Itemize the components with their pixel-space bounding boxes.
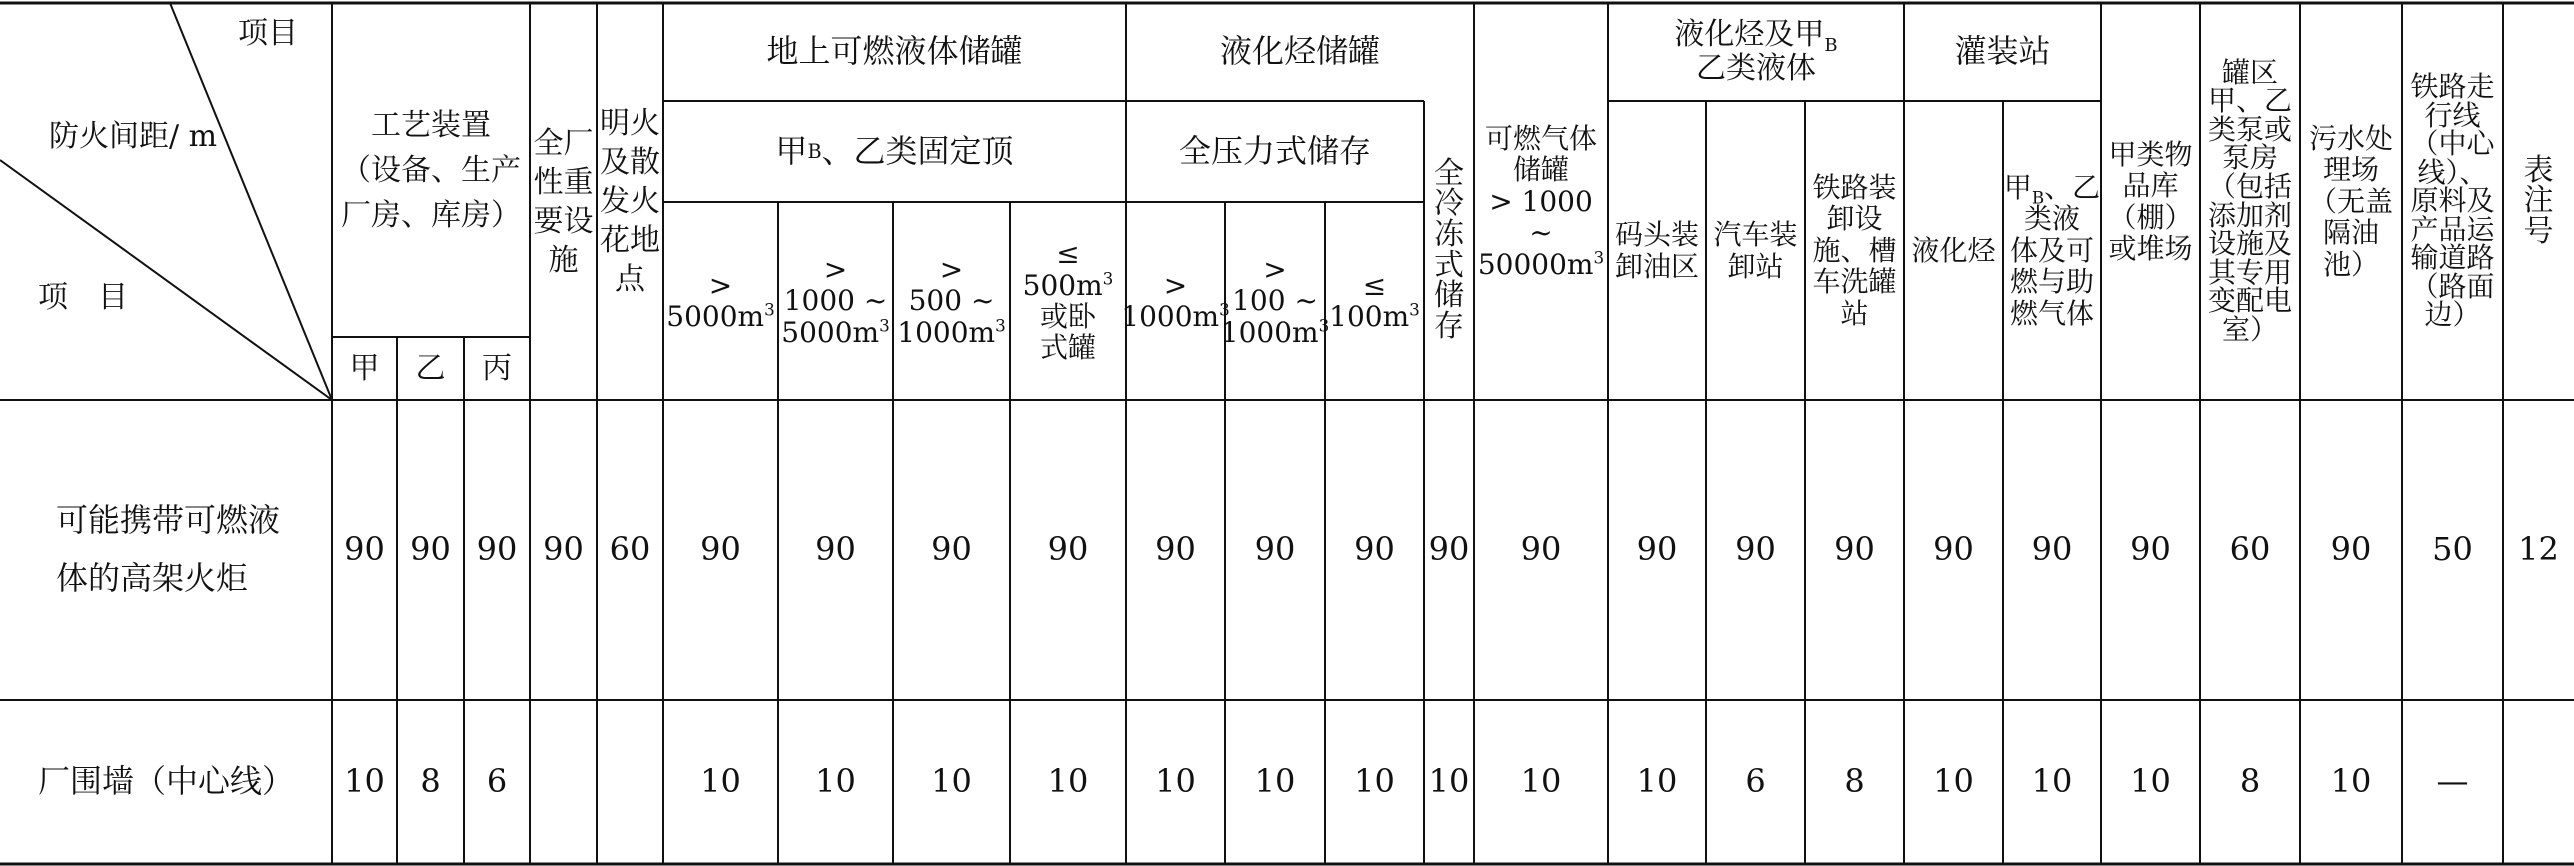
table-cell: 10 <box>1933 762 1974 801</box>
tank-gt5000-vol: $5000m^3$ <box>666 299 775 333</box>
header-truck-loading: 汽车装 卸站 <box>1713 218 1798 283</box>
lpg-gt1000-vol: $1000m^3$ <box>1121 299 1230 333</box>
header-open-fire: 明火 及散 发火 花地 点 <box>600 106 660 297</box>
table-cell: 90 <box>700 530 741 569</box>
header-tank-gt5000 <box>663 202 778 400</box>
table-cell: 10 <box>815 762 856 801</box>
table-cell: 90 <box>931 530 972 569</box>
tank-gt5000-op: > <box>708 268 733 302</box>
header-process-units: 工艺装置 （设备、生产 厂房、库房） <box>341 107 521 233</box>
table-cell: 90 <box>410 530 451 569</box>
table-cell: 90 <box>543 530 584 569</box>
header-lpg-refrigerated: 全 冷 冻 式 储 存 <box>1434 155 1464 344</box>
header-gas-tank <box>1474 3 1608 400</box>
tank-1000-5000-from: 1000 ~ <box>783 284 888 318</box>
lpg-liquid-line1: 液化烃及甲$_B$ <box>1674 17 1838 57</box>
table-cell: 8 <box>2239 762 2261 801</box>
header-aboveground-fixed-roof: 甲 B 、乙类固定顶 <box>775 131 1014 170</box>
table-cell: 90 <box>1735 530 1776 569</box>
table-cell: 90 <box>2130 530 2171 569</box>
table-cell: 90 <box>1254 530 1296 569</box>
header-tank-1000-5000 <box>778 202 893 400</box>
table-cell: 10 <box>700 762 741 801</box>
row-label-fence: 厂围墙（中心线） <box>37 762 294 801</box>
header-filling-liquid <box>2003 101 2101 400</box>
tank-500-1000-to: $1000m^3$ <box>897 315 1006 349</box>
table-cell: 90 <box>1520 530 1562 569</box>
header-lpg-le100 <box>1325 202 1424 400</box>
lpg-100-1000-to: $1000m^3$ <box>1220 315 1330 349</box>
header-process-jia: 甲 <box>349 350 380 386</box>
filling-liquid-text: 甲$_B$、乙 类液 体及可 燃与助 燃气体 <box>2003 171 2101 330</box>
header-aboveground-tanks: 地上可燃液体储罐 <box>766 32 1023 71</box>
table-cell: 10 <box>2130 762 2171 801</box>
header-railway-road: 铁路走 行线 （中心 线）、 原料及 产品运 输道路 （路面 边） <box>2410 70 2495 332</box>
corner-top-label: 项目 <box>238 16 298 52</box>
header-tank-area-pump: 罐区 甲、乙 类泵或 泵房 （包括 添加剂 设施及 其专用 变配电 室） <box>2207 55 2292 346</box>
table-cell: 10 <box>1520 762 1562 801</box>
table-cell: 12 <box>2518 530 2559 569</box>
table-cell: 10 <box>1636 762 1678 801</box>
table-cell: 8 <box>1844 762 1865 801</box>
table-cell: 90 <box>1155 530 1196 569</box>
table-cell: — <box>2436 762 2469 801</box>
header-lpg-pressurized: 全压力式储存 <box>1178 131 1371 170</box>
table-cell: 6 <box>1745 762 1766 801</box>
table-cell: 10 <box>931 762 972 801</box>
table-cell: 10 <box>1047 762 1089 801</box>
table-cell <box>2503 700 2574 864</box>
lpg-le100-op: ≤ <box>1362 268 1387 302</box>
header-filling-station: 灌装站 <box>1954 32 2051 71</box>
table-cell: 90 <box>1834 530 1875 569</box>
table-cell: 10 <box>2330 762 2372 801</box>
gas-tank-line4: $50000m^3$ <box>1477 247 1605 281</box>
table-cell: 90 <box>2330 530 2372 569</box>
header-tank-500-1000 <box>893 202 1010 400</box>
header-sewage-plant: 污水处 理场 （无盖 隔油 池） <box>2308 122 2393 281</box>
header-lpg-gt1000 <box>1121 202 1230 400</box>
header-plant-key-facility: 全厂 性重 要设 施 <box>533 125 594 278</box>
gas-tank-line3: > 1000 ~ <box>1489 184 1593 250</box>
table-cell: 90 <box>1428 530 1470 569</box>
header-rail-loading: 铁路装 卸设 施、槽 车洗罐 站 <box>1812 171 1897 330</box>
lpg-le100-vol: $100m^3$ <box>1329 299 1420 333</box>
table-cell: 90 <box>476 530 518 569</box>
header-filling-lpg: 液化烃 <box>1911 233 1996 267</box>
tank-1000-5000-op: > <box>823 252 848 286</box>
header-note-number: 表 注 号 <box>2523 152 2554 249</box>
table-cell: 90 <box>1933 530 1974 569</box>
tank-le500-op: ≤ <box>1056 237 1080 271</box>
corner-spacing-label: 防火间距/ m <box>48 119 218 155</box>
tank-500-1000-from: 500 ~ <box>908 284 995 318</box>
gas-tank-line2: 储罐 <box>1512 153 1569 187</box>
header-lpg-and-liquid <box>1608 3 1904 101</box>
tank-le500-or: 或卧 <box>1039 300 1096 333</box>
table-cell: 10 <box>1354 762 1395 801</box>
tank-1000-5000-to: $5000m^3$ <box>781 315 890 349</box>
header-lpg-100-1000 <box>1220 202 1330 400</box>
header-process-bing: 丙 <box>482 350 512 386</box>
table-cell: 50 <box>2432 530 2473 569</box>
lpg-gt1000-op: > <box>1163 268 1188 302</box>
header-wharf: 码头装 卸油区 <box>1614 218 1699 283</box>
gas-tank-line1: 可燃气体 <box>1484 122 1597 156</box>
header-class-a-storage: 甲类物 品库 （棚） 或堆场 <box>2108 137 2193 265</box>
table-cell: 6 <box>486 762 508 801</box>
table-cell: 10 <box>344 762 385 801</box>
tank-le500-vol: $500m^3$ <box>1022 268 1114 302</box>
tank-500-1000-op: > <box>939 252 964 286</box>
lpg-100-1000-from: 100 ~ <box>1232 284 1318 318</box>
table-cell: 10 <box>1428 762 1470 801</box>
table-cell: 10 <box>2031 762 2073 801</box>
tank-le500-horizontal: 式罐 <box>1039 331 1096 365</box>
lpg-liquid-line2: 乙类液体 <box>1696 51 1816 86</box>
fixed-roof-post: 、乙类固定顶 <box>821 131 1014 170</box>
corner-bottom-label: 项 目 <box>38 280 128 316</box>
table-cell: 90 <box>2031 530 2073 569</box>
table-cell <box>597 700 663 864</box>
table-cell: 8 <box>420 762 441 801</box>
table-cell: 60 <box>2229 530 2271 569</box>
table-cell: 90 <box>1636 530 1678 569</box>
table-cell: 90 <box>815 530 856 569</box>
table-cell: 90 <box>1354 530 1395 569</box>
table-cell: 10 <box>1155 762 1196 801</box>
table-cell: 90 <box>344 530 385 569</box>
row-label-flare: 可能携带可燃液 体的高架火炬 <box>56 501 281 597</box>
table-cell: 90 <box>1047 530 1089 569</box>
lpg-100-1000-op: > <box>1263 252 1287 286</box>
header-tank-le500 <box>1010 202 1126 400</box>
fixed-roof-pre: 甲 <box>775 131 808 170</box>
header-lpg-tanks: 液化烃储罐 <box>1219 32 1380 71</box>
table-cell: 10 <box>1254 762 1296 801</box>
header-process-yi: 乙 <box>415 350 446 386</box>
table-cell <box>530 700 597 864</box>
table-cell: 60 <box>609 530 651 569</box>
